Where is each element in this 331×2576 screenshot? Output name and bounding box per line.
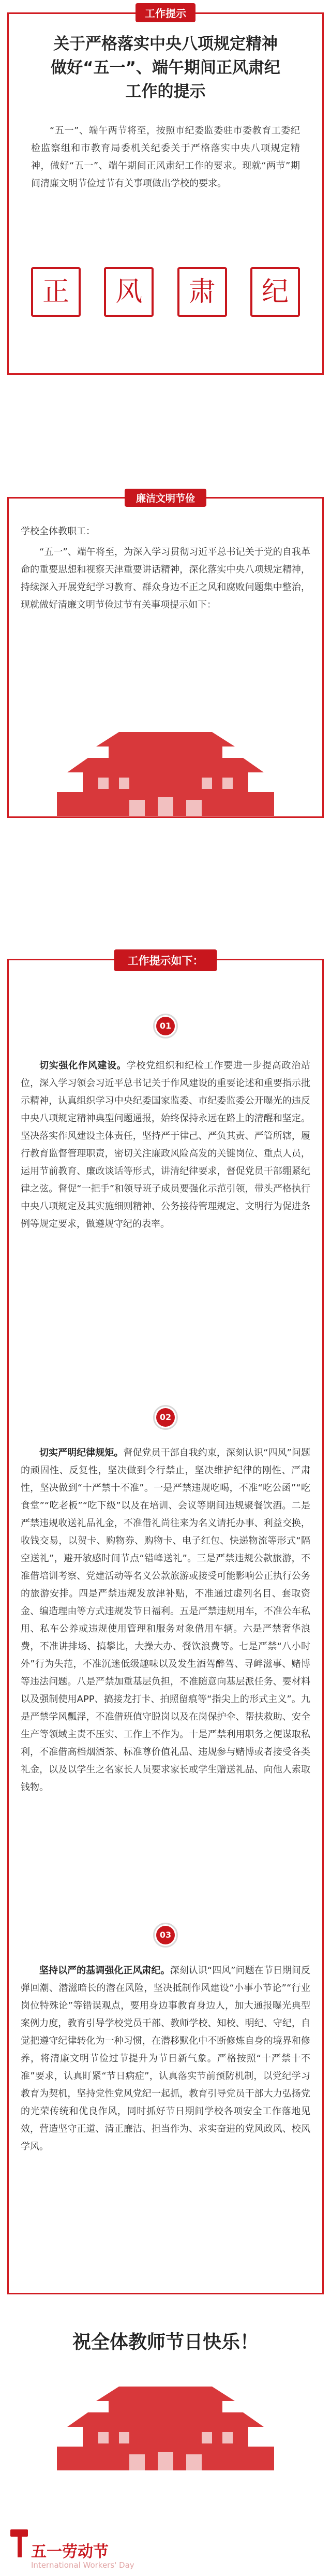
title-line-3: 工作的提示 (125, 82, 206, 101)
item-3-text: 深刻认识“四风”问题在节日期间反弹回潮、潜滋暗长的潜在风险，坚决抵制作风建设“小事小节论”“行业岗位特殊论”等错误观点，要用身边事教育身边人，加大通报曝光典型案例力度，教育引导学校党员干部、教师学校、知校、明纪、守纪，自觉把遵守纪律转化为一种习惯，在潜移默化中不断修炼自身的境界和修养，将清廉文明节俭过节提升为节日新气象。严格按照“十严禁十不准”要求，认真盯紧“节日病症”，认真落实节前预防机制，以党纪学习教育为契机，坚持党性党风党纪一起抓，教育引导党员干部大力弘扬党的光荣传统和优良作风，同时抓好节日期间学校各项安全工作落地见效，营造坚守正道、清正廉洁、担当作为、求实奋进的党风政风、校风学风。 (21, 1965, 311, 2152)
section1-label: 工作提示 (136, 3, 195, 22)
seal-zheng: 正 (31, 267, 81, 317)
section2-greeting: 学校全体教职工： (21, 526, 95, 537)
tiananmen-gate-bottom-icon (47, 2369, 284, 2470)
seal-feng: 风 (104, 267, 154, 317)
item-2-text: 督促党员干部自我约束，深刻认识“四风”问题的顽固性、反复性，坚决做到令行禁止，坚决维护纪律的刚性、严肃性，坚决做到“十严禁十不准”。一是严禁违规吃喝，不准“吃公函”“吃食堂”“吃老板”“吃下级”以及在培训、会议等期间违规聚餐饮酒。二是严禁违规收送礼品礼金，不准借礼尚往来为名义请托办事、利益交换，收钱交易，以贺卡、购物券、购物卡、电子红包、快递物流等形式“隔空送礼”，避开敏感时间节点“错峰送礼”。三是严禁违规公款旅游，不准借培训考察、党建活动等名义公款旅游或接受可能影响公正执行公务的旅游安排。四是严禁违规发放津补贴，不准通过虚列名目、套取资金、编造理由等方式违规发节日福利。五是严禁违规用车，不准公车私用、私车公养或违规使用管理和服务对象借用车辆。六是严禁奢华浪费，不准讲排场、搞攀比，大操大办、餐饮浪费等。七是严禁“八小时外”行为失范，不准沉迷低级趣味以及发生酒驾醉驾、寻衅滋事、赌博等违法问题。八是严禁加重基层负担，不准随意向基层派任务、要材料以及强制使用APP、搞接龙打卡、拍照留痕等“指尖上的形式主义”。九是严禁学风瓢浮，不准借班值守脱岗以及在岗保护伞、帮扶救助、安全生产等领域主责不压实、工作上不作为。十是严禁利用职务之便谋取私利，不准借高档烟酒茶、标准尊价值礼品、违规参与赌博或者接受各类礼金，以及以学生之名家长人员要求家长或学生赠送礼品、向他人索取钱物。 (21, 1447, 310, 1793)
item-2-lead: 切实严明纪律规矩。 (39, 1447, 124, 1458)
section3-label: 工作提示如下： (114, 949, 217, 971)
section2-label: 廉洁文明节俭 (125, 489, 206, 507)
hammer-icon (7, 2526, 32, 2559)
item-2-number-badge (153, 1405, 178, 1430)
item-3-text-block (21, 1962, 310, 2156)
section1-paragraph: “五一”、端午两节将至，按照市纪委监委驻市委教育工委纪检监察组和市教育局委机关纪委关于严格落实中央八项规定精神，做好“五一”、端午期间正风肃纪工作的要求。现就“两节”期间清廉文明节俭过节有关事项做出学校的要求。 (31, 125, 300, 189)
seal-ji: 纪 (250, 267, 300, 317)
title-line-2: 做好“五一”、端午期间正风肃纪 (51, 58, 280, 77)
item-1-text-block (21, 1057, 310, 1233)
item-3-number-badge (153, 1923, 178, 1948)
section2-paragraph: “五一”、端午将至，为深入学习贯彻习近平总书记关于党的自我革命的重要思想和视察天津重要讲话精神，深化落实中央八项规定精神，持续深入开展党纪学习教育、群众身边不正之风和腐败问题集中整治，现就做好清廉文明节俭过节有关事项提示如下： (21, 547, 310, 610)
item-1-number-badge (153, 1014, 178, 1038)
item-1-lead: 切实强化作风建设。 (39, 1060, 127, 1071)
item-2-text-block (21, 1444, 310, 1796)
tiananmen-gate-icon (47, 714, 284, 816)
title-line-1: 关于严格落实中央八项规定精神 (53, 35, 278, 53)
item-3-lead: 坚持以严的基调强化正风肃纪。 (39, 1965, 170, 1976)
closing-greeting: 祝全体教师节日快乐！ (72, 2332, 259, 2353)
item-2-number: 02 (156, 1408, 175, 1427)
footer-subtitle: International Workers' Day (31, 2560, 134, 2570)
seal-row (31, 267, 300, 317)
page-title (21, 32, 310, 104)
seal-su: 肃 (177, 267, 227, 317)
item-1-number: 01 (156, 1017, 175, 1035)
item-3-number: 03 (156, 1926, 175, 1944)
item-1-text: 学校党组织和纪检工作要进一步提高政治站位，深入学习领会习近平总书记关于作风建设的重要论述和重要指示批示精神，认真组织学习中央纪委国家监委、市纪委监委公开曝光的违反中央八项规定精神典型问题通报，始终保持永远在路上的清醒和坚定。坚决落实作风建设主体责任，坚持严于律己、严负其责、严管所辖，履行教育监督管理职责，密切关注廉政风险高发的关键岗位、重点人员，运用节前教育、廉政谈话等形式，讲清纪律要求，督促党员干部绷紧纪律之弦。督促“一把手”和领导班子成员要强化示范引领，带头严格执行中央八项规定及其实施细则精神、公务接待管理规定、文明行为促进条例等规定要求，做遵规守纪的表率。 (21, 1060, 311, 1230)
footer-title: 五一劳动节 (31, 2543, 109, 2561)
